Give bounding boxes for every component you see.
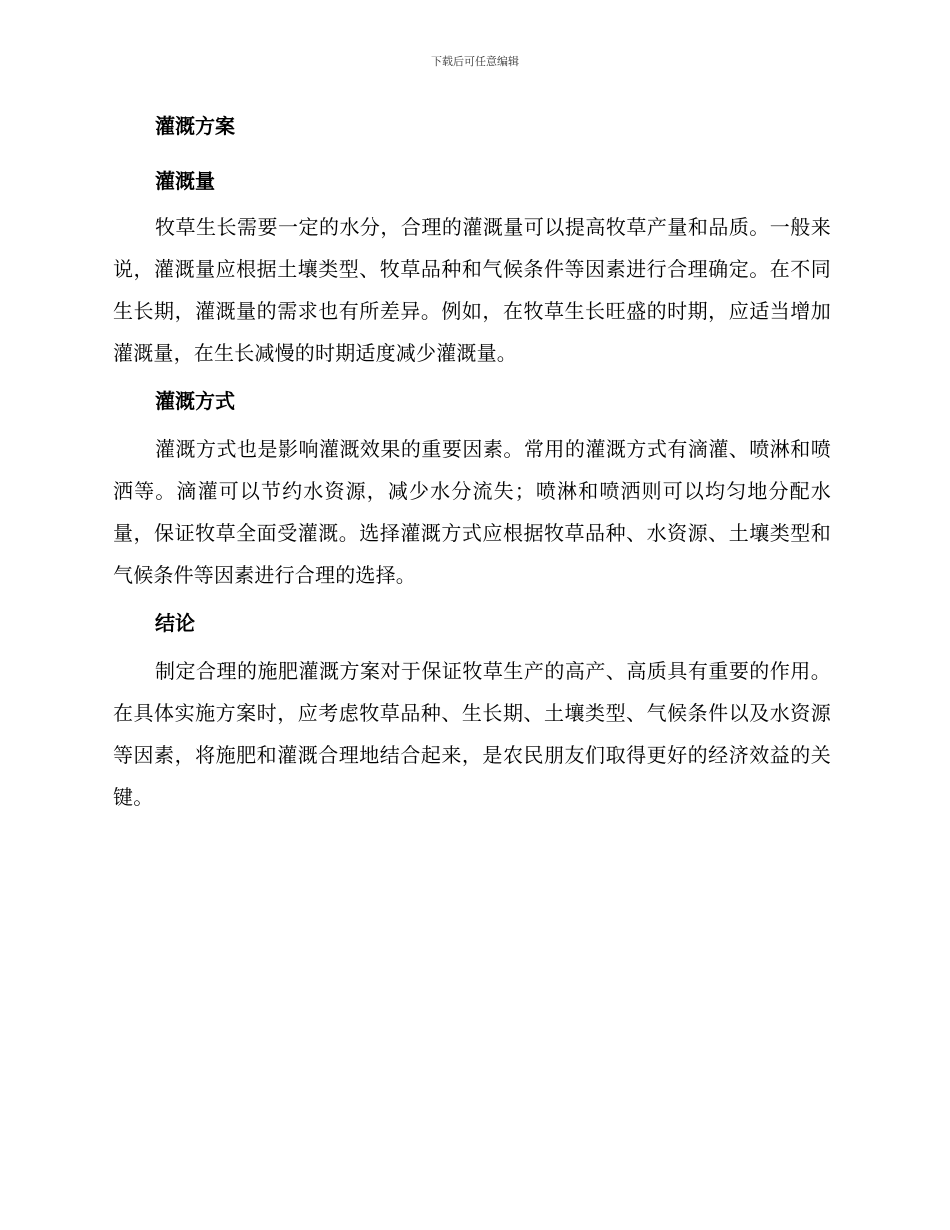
section-body-irrigation-amount: 牧草生长需要一定的水分，合理的灌溉量可以提高牧草产量和品质。一般来说，灌溉量应根据土壤类型、牧草品种和气候条件等因素进行合理确定。在不同生长期，灌溉量的需求也有所差异。例如，在牧草生长旺盛的时期，应适当增加灌溉量，在生长减慢的时期适度减少灌溉量。: [113, 215, 831, 365]
section-body-irrigation-method: 灌溉方式也是影响灌溉效果的重要因素。常用的灌溉方式有滴灌、喷淋和喷洒等。滴灌可以节约水资源，减少水分流失；喷淋和喷洒则可以均匀地分配水量，保证牧草全面受灌溉。选择灌溉方式应根据牧草品种、水资源、土壤类型和气候条件等因素进行合理的选择。: [113, 437, 831, 587]
document-content: [113, 111, 831, 818]
document-title: 灌溉方案: [155, 114, 235, 138]
section-heading-conclusion: 结论: [155, 611, 195, 635]
section-body-conclusion: 制定合理的施肥灌溉方案对于保证牧草生产的高产、高质具有重要的作用。在具体实施方案时，应考虑牧草品种、生长期、土壤类型、气候条件以及水资源等因素，将施肥和灌溉合理地结合起来，是农民朋友们取得更好的经济效益的关键。: [113, 659, 831, 809]
page-header: 下载后可任意编辑: [431, 55, 519, 68]
section-heading-irrigation-method: 灌溉方式: [155, 389, 235, 413]
section-heading-irrigation-amount: 灌溉量: [155, 169, 215, 193]
